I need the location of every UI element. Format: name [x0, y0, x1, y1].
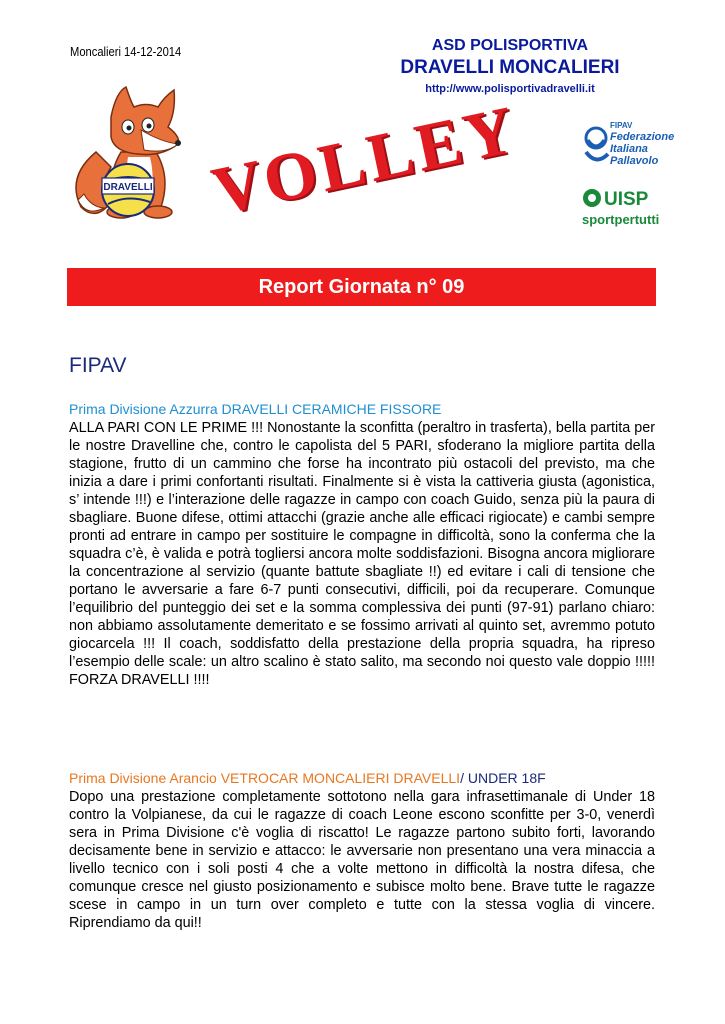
report-date: Moncalieri 14-12-2014: [70, 44, 182, 59]
uisp-logo-icon: [580, 184, 670, 230]
match1-subtitle: Prima Divisione Azzurra DRAVELLI CERAMICHE FISSORE: [69, 401, 442, 417]
club-name-line2: DRAVELLI MONCALIERI: [400, 57, 620, 78]
fipav-line3: Pallavolo: [610, 155, 659, 167]
match2-team2: UNDER 18F: [463, 770, 546, 786]
fipav-line2: Italiana: [610, 143, 648, 155]
match2-paragraph: Dopo una prestazione completamente sottotono nella gara infrasettimanale di Under 18 contro la Volpianese, da cui le ragazze di coach Leone escono sconfitte per 3-0, venerdì sera in Prima Divisione c'è voglia di riscatto! Le ragazze partono subito forti, lavorando decisamente bene in servizio e attacco: le avversarie non presentano una vera minaccia a livello tecnico con i soli posti 4 che a volte mettono in difficoltà la nostra difesa, che comunque cresce nel giusto posizionamento e subisce molto bene. Brave tutte le ragazze scese in campo in un turn over completo e tutte con la stessa voglia di vincere. Riprendiamo da qui!!: [69, 789, 655, 931]
match1-paragraph: ALLA PARI CON LE PRIME !!! Nonostante la sconfitta (peraltro in trasferta), bella partita per le nostre Dravelline che, contro le capolista del 5 PARI, sfoderano la migliore partita della stagione, frutto di un cammino che forse ha incontrato più ostacoli del previsto, ma che inizia a dare i primi confortanti risultati. Finalmente si è vista la cattiveria giusta (agonistica, s’ intende !!!) e l’interazione delle ragazze in campo con coach Guido, senza più la paura di sbagliare. Buone difese, ottimi attacchi (grazie anche alle efficaci rigiocate) e cambi sempre pronti ad entrare in campo per sostituire le compagne in difficoltà, sono la conferma che la squadra c’è, è valida e potrà togliersi ancora molte soddisfazioni. Bisogna ancora migliorare la concentrazione al servizio (quante battute sbagliate !!) ed evitare i cali di tensione che portano le avversarie a fare 6-7 punti consecutivi, difficili, poi da recuperare. Comunque l’equilibrio del punteggio dei set e la somma complessiva dei punti (97-91) parlano chiaro: non abbiamo assolutamente demeritato e se fossimo arrivati al quinto set, avremmo potuto giocarcela !!! Il coach, soddisfatto della prestazione della propria squadra, ha ripreso l’esempio delle scale: un altro scalino è stato salito, ma secondo noi questo vale doppio !!!!! FORZA DRAVELLI !!!!: [69, 420, 656, 688]
uisp-tagline: sportpertutti: [582, 212, 660, 227]
mascot-ball-label: DRAVELLI: [103, 182, 153, 193]
club-name-line1: ASD POLISPORTIVA: [431, 37, 589, 54]
fipav-logo-icon: [578, 118, 678, 172]
fox-mascot-icon: [66, 82, 196, 232]
fipav-abbr: FIPAV: [610, 121, 633, 130]
volley-title: VOLLEY: [205, 90, 525, 230]
club-header: [340, 36, 680, 98]
section-title: FIPAV: [69, 354, 127, 377]
fipav-line1: Federazione: [610, 131, 675, 143]
match2-subtitle: [69, 770, 546, 787]
club-url-link[interactable]: http://www.polisportivadravelli.it: [425, 83, 595, 95]
uisp-name: UISP: [604, 189, 649, 210]
match2-separator: /: [460, 770, 464, 786]
report-banner: Report Giornata n° 09: [67, 268, 656, 306]
match2-team1: Prima Divisione Arancio VETROCAR MONCALIERI DRAVELLI: [69, 770, 461, 786]
